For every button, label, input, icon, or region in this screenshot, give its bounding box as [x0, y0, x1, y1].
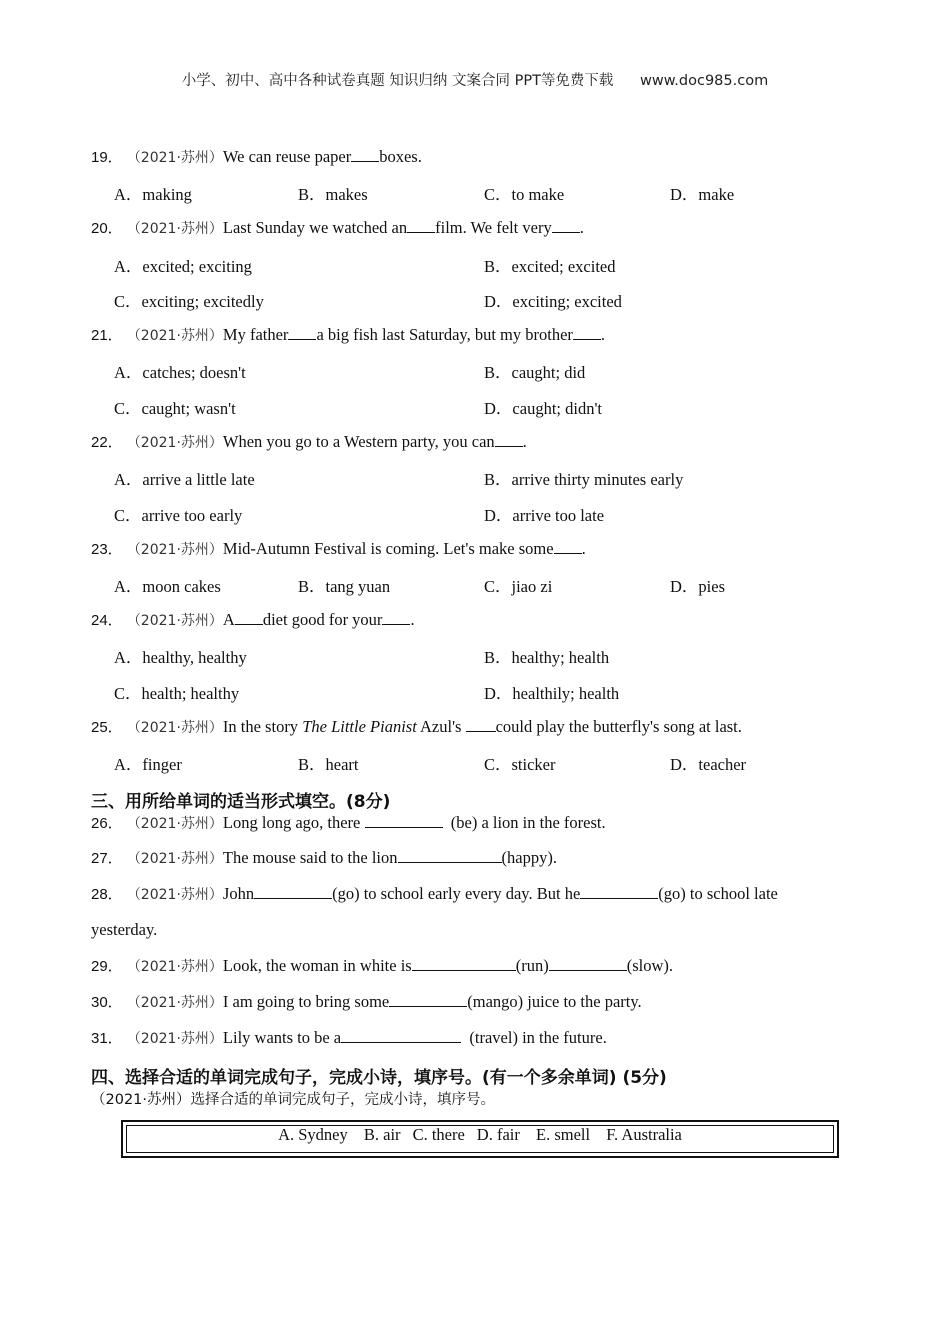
option-c[interactable]: C．caught; wasn't [114, 399, 236, 418]
answer-blank[interactable] [288, 326, 316, 340]
question-23 [91, 538, 586, 559]
answer-blank[interactable] [407, 219, 435, 233]
question-text: . [579, 218, 584, 237]
word-option[interactable]: B. air [363, 1125, 401, 1144]
source-tag: （2021·苏州） [126, 959, 223, 975]
question-number: 26． [91, 815, 123, 832]
option-b[interactable]: B．heart [298, 755, 359, 774]
source-tag: （2021·苏州） [126, 613, 223, 629]
option-b[interactable]: B．tang yuan [298, 577, 391, 596]
word-option[interactable]: E. smell [536, 1125, 591, 1144]
source-tag: （2021·苏州） [126, 435, 223, 451]
question-text: . [600, 325, 606, 344]
question-number: 21． [91, 327, 123, 344]
answer-blank[interactable] [466, 718, 496, 732]
option-a[interactable]: A．moon cakes [114, 577, 221, 596]
word-bank [123, 1125, 837, 1145]
question-27 [91, 847, 557, 868]
source-tag: （2021·苏州） [126, 221, 223, 237]
section-3-title: 三、用所给单词的适当形式填空。(8分) [91, 792, 391, 812]
question-text: (go) to school late [658, 884, 778, 903]
question-text: (go) to school early every day. But he [332, 884, 581, 903]
question-21 [91, 324, 605, 345]
option-b[interactable]: B．arrive thirty minutes early [484, 470, 684, 489]
story-title: The Little Pianist [302, 717, 417, 736]
answer-blank[interactable] [382, 611, 410, 625]
option-c[interactable]: C．jiao zi [484, 577, 553, 596]
source-tag: （2021·苏州） [126, 720, 223, 736]
question-29 [91, 955, 673, 976]
question-20 [91, 217, 584, 238]
question-28 [91, 883, 778, 904]
question-number: 25． [91, 719, 123, 736]
option-b[interactable]: B．healthy; health [484, 648, 610, 667]
question-24 [91, 609, 415, 630]
question-text: film. We felt very [435, 218, 552, 237]
section-4-note: （2021·苏州）选择合适的单词完成句子，完成小诗，填序号。 [91, 1092, 496, 1108]
answer-blank[interactable] [351, 148, 379, 162]
header-tagline: 小学、初中、高中各种试卷真题 知识归纳 文案合同 PPT等免费下载 [181, 73, 614, 89]
question-text: a big fish last Saturday, but my brother [316, 325, 573, 344]
option-a[interactable]: A．catches; doesn't [114, 363, 246, 382]
question-31 [91, 1027, 607, 1048]
question-text: . [410, 610, 415, 629]
answer-blank[interactable] [580, 885, 658, 899]
question-text: Lily wants to be a [222, 1028, 342, 1047]
question-number: 31． [91, 1030, 123, 1047]
question-text: Long long ago, there [222, 813, 361, 832]
section-4-title: 四、选择合适的单词完成句子，完成小诗，填序号。(有一个多余单词) (5分) [91, 1068, 667, 1088]
question-text: (be) a lion in the forest. [450, 813, 606, 832]
question-text: . [522, 432, 527, 451]
answer-blank[interactable] [495, 433, 523, 447]
question-text: My father [222, 325, 289, 344]
question-number: 19． [91, 149, 123, 166]
question-text: When you go to a Western party, you can [222, 432, 495, 451]
question-text: . [581, 539, 586, 558]
question-number: 27． [91, 850, 123, 867]
answer-blank[interactable] [549, 957, 627, 971]
option-d[interactable]: D．healthily; health [484, 684, 620, 703]
question-text: In the story [222, 717, 303, 736]
option-a[interactable]: A．finger [114, 755, 182, 774]
question-text: (slow). [626, 956, 673, 975]
question-28-continued: yesterday. [91, 920, 158, 939]
question-text: The mouse said to the lion [222, 848, 398, 867]
source-tag: （2021·苏州） [126, 150, 223, 166]
question-text: could play the butterfly's song at last. [495, 717, 742, 736]
question-26 [91, 812, 606, 833]
option-c[interactable]: C．to make [484, 185, 565, 204]
word-option[interactable]: C. there [412, 1125, 465, 1144]
question-text: Last Sunday we watched an [222, 218, 408, 237]
question-text: (mango) juice to the party. [467, 992, 642, 1011]
option-a[interactable]: A．arrive a little late [114, 470, 255, 489]
option-d[interactable]: D．make [670, 185, 735, 204]
answer-blank[interactable] [573, 326, 601, 340]
answer-blank[interactable] [389, 993, 467, 1007]
question-text: (run) [515, 956, 549, 975]
question-number: 30． [91, 994, 123, 1011]
source-tag: （2021·苏州） [126, 542, 223, 558]
option-b[interactable]: B．makes [298, 185, 368, 204]
source-tag: （2021·苏州） [126, 816, 223, 832]
option-a[interactable]: A．excited; exciting [114, 257, 252, 276]
question-text: boxes. [379, 147, 422, 166]
question-number: 22． [91, 434, 123, 451]
answer-blank[interactable] [398, 849, 502, 863]
source-tag: （2021·苏州） [126, 995, 223, 1011]
option-c[interactable]: C．exciting; excitedly [114, 292, 264, 311]
word-option[interactable]: F. Australia [606, 1125, 682, 1144]
option-c[interactable]: C．arrive too early [114, 506, 243, 525]
option-c[interactable]: C．health; healthy [114, 684, 240, 703]
question-text: John [222, 884, 255, 903]
word-option[interactable]: A. Sydney [278, 1125, 348, 1144]
question-text: Azul's [416, 717, 466, 736]
question-text: We can reuse paper [222, 147, 352, 166]
source-tag: （2021·苏州） [126, 328, 223, 344]
option-b[interactable]: B．caught; did [484, 363, 586, 382]
option-a[interactable]: A．healthy, healthy [114, 648, 247, 667]
question-text: Look, the woman in white is [222, 956, 412, 975]
option-d[interactable]: D．caught; didn't [484, 399, 602, 418]
answer-blank[interactable] [254, 885, 332, 899]
question-number: 20． [91, 220, 123, 237]
question-text: A [222, 610, 235, 629]
question-number: 23． [91, 541, 123, 558]
word-option[interactable]: D. fair [476, 1125, 520, 1144]
option-b[interactable]: B．excited; excited [484, 257, 616, 276]
option-d[interactable]: D．teacher [670, 755, 747, 774]
option-a[interactable]: A．making [114, 185, 192, 204]
question-19 [91, 146, 422, 167]
question-25 [91, 716, 742, 737]
question-text: (travel) in the future. [469, 1028, 607, 1047]
answer-blank[interactable] [412, 957, 516, 971]
answer-blank[interactable] [554, 540, 582, 554]
source-tag: （2021·苏州） [126, 1031, 223, 1047]
page-header [0, 69, 950, 90]
question-text: I am going to bring some [222, 992, 390, 1011]
option-c[interactable]: C．sticker [484, 755, 556, 774]
question-number: 29． [91, 958, 123, 975]
question-number: 24． [91, 612, 123, 629]
answer-blank[interactable] [341, 1029, 461, 1043]
answer-blank[interactable] [552, 219, 580, 233]
question-text: Mid-Autumn Festival is coming. Let's make some [222, 539, 554, 558]
source-tag: （2021·苏州） [126, 851, 223, 867]
question-text: (happy). [501, 848, 557, 867]
answer-blank[interactable] [365, 814, 443, 828]
question-22 [91, 431, 527, 452]
answer-blank[interactable] [235, 611, 263, 625]
source-tag: （2021·苏州） [126, 887, 223, 903]
header-site-link[interactable]: www.doc985.com [640, 73, 769, 89]
option-d[interactable]: D．arrive too late [484, 506, 605, 525]
option-d[interactable]: D．pies [670, 577, 725, 596]
option-d[interactable]: D．exciting; excited [484, 292, 622, 311]
question-text: diet good for your [262, 610, 383, 629]
question-30 [91, 991, 642, 1012]
word-bank-box [121, 1120, 839, 1158]
question-number: 28． [91, 886, 123, 903]
